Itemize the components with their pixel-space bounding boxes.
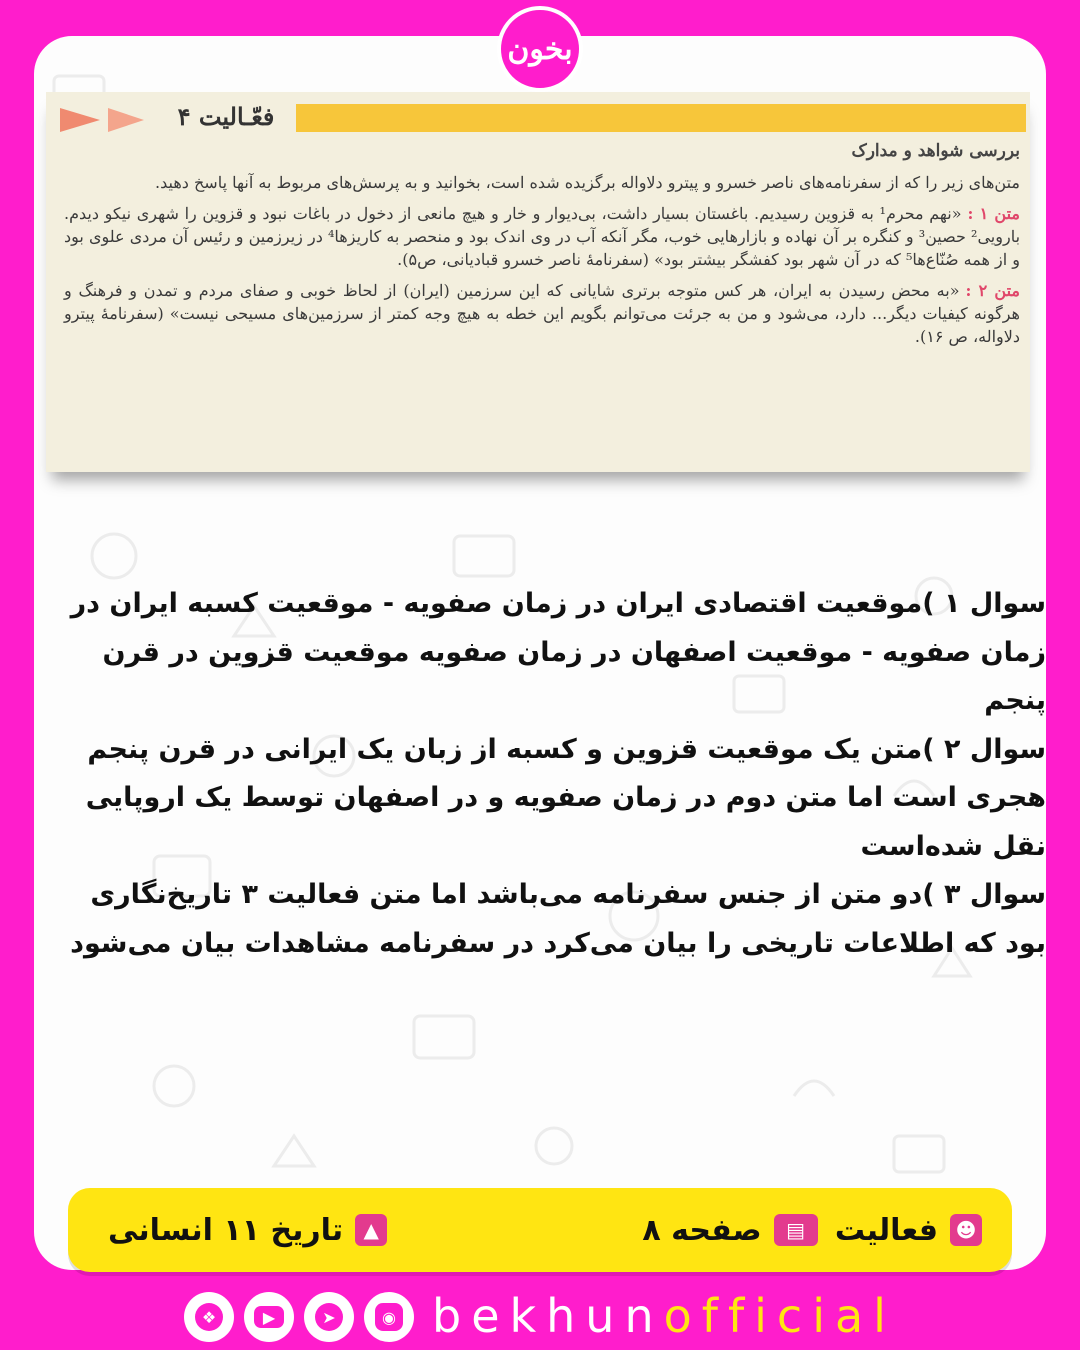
subject-label: تاریخ ۱۱ انسانی	[108, 1212, 344, 1248]
info-subject	[108, 1188, 387, 1272]
logo-text: بخون	[507, 31, 573, 67]
section-subtitle: بررسی شواهد و مدارک	[851, 141, 1020, 161]
brand-logo	[497, 6, 583, 92]
textbook-scan	[46, 92, 1030, 472]
brand-part-1: bekhun	[432, 1289, 664, 1343]
text2-body: «به محض رسیدن به ایران، هر کس متوجه برتری شایانی که این سرزمین (ایران) از لحاظ خوبی و صفای مردم و تمدن و فرهنگ و هرگونه کیفیات دیگر... دارد، می‌شود و من به جرئت می‌توانم بگویم این خطه به هیچ وجه کمتر از سرزمین‌های مسیحی نیست» (سفرنامهٔ پیترو دلاواله، ص ۱۶).	[64, 281, 1020, 346]
page-label: صفحه ۸	[642, 1212, 762, 1248]
youtube-icon[interactable]: ▶	[244, 1292, 294, 1342]
footer	[180, 1284, 900, 1348]
text2-label: متن ۲ :	[965, 281, 1020, 300]
answer-3: سوال ۳ )دو متن از جنس سفرنامه می‌باشد اما متن فعالیت ۳ تاریخ‌نگاری بود که اطلاعات تاریخی را بیان می‌کرد در سفرنامه مشاهدات بیان می‌شود	[70, 879, 1046, 959]
book-icon: ▤	[774, 1214, 818, 1246]
text2-paragraph	[64, 279, 1020, 348]
header-arrow-icon	[60, 108, 100, 132]
instagram-icon[interactable]: ◉	[364, 1292, 414, 1342]
activity-label: فعالیت	[834, 1212, 938, 1248]
header-arrow-icon	[108, 108, 144, 132]
text1-label: متن ۱ :	[967, 204, 1020, 223]
text1-paragraph	[64, 202, 1020, 271]
brand-part-2: official	[663, 1289, 896, 1343]
intro-paragraph: متن‌های زیر را که از سفرنامه‌های ناصر خسرو و پیترو دلاواله برگزیده شده است، بخوانید و به پرسش‌های مربوط به آنها پاسخ دهید.	[155, 173, 1020, 192]
header-bar	[296, 104, 1026, 132]
textbook-body	[64, 140, 1020, 356]
activity-title: فعّـالیت ۴	[177, 102, 275, 131]
info-page	[570, 1188, 890, 1272]
answer-2: سوال ۲ )متن یک موقعیت قزوین و کسبه از زبان یک ایرانی در قرن پنجم هجری است اما متن دوم در زمان صفویه و در اصفهان توسط یک اروپایی نقل شده‌است	[85, 733, 1046, 862]
teacher-icon: ☻	[950, 1214, 982, 1246]
telegram-icon[interactable]: ➤	[304, 1292, 354, 1342]
aparat-icon[interactable]: ❖	[184, 1292, 234, 1342]
answers-block	[66, 580, 1046, 968]
info-bar	[68, 1188, 1012, 1272]
activity-header	[46, 100, 1030, 138]
text1-body: «نهم محرم¹ به قزوین رسیدیم. باغستان بسیار داشت، بی‌دیوار و خار و هیچ مانعی از دخول در باغات نبود و قزوین را شهری نیکو دیدم. بارویی² حصین³ و کنگره بر آن نهاده و بازارهایی خوب، مگر آنکه آب در وی اندک بود و منحصر به کاریزها⁴ در زیرزمین و رئیس آن مردی علوی بود و از همه صُنّاع‌ها⁵ که در آن شهر بود کفشگر بیشتر بود» (سفرنامهٔ ناصر خسرو قبادیانی، ص۵).	[64, 204, 1021, 269]
brand-handle	[432, 1286, 896, 1346]
graduation-cap-icon: ▲	[355, 1214, 387, 1246]
answer-1: سوال ۱ )موقعیت اقتصادی ایران در زمان صفویه - موقعیت کسبه ایران در زمان صفویه - موقعیت اصفهان در زمان صفویه موقعیت قزوین در قرن پنجم	[70, 588, 1046, 716]
